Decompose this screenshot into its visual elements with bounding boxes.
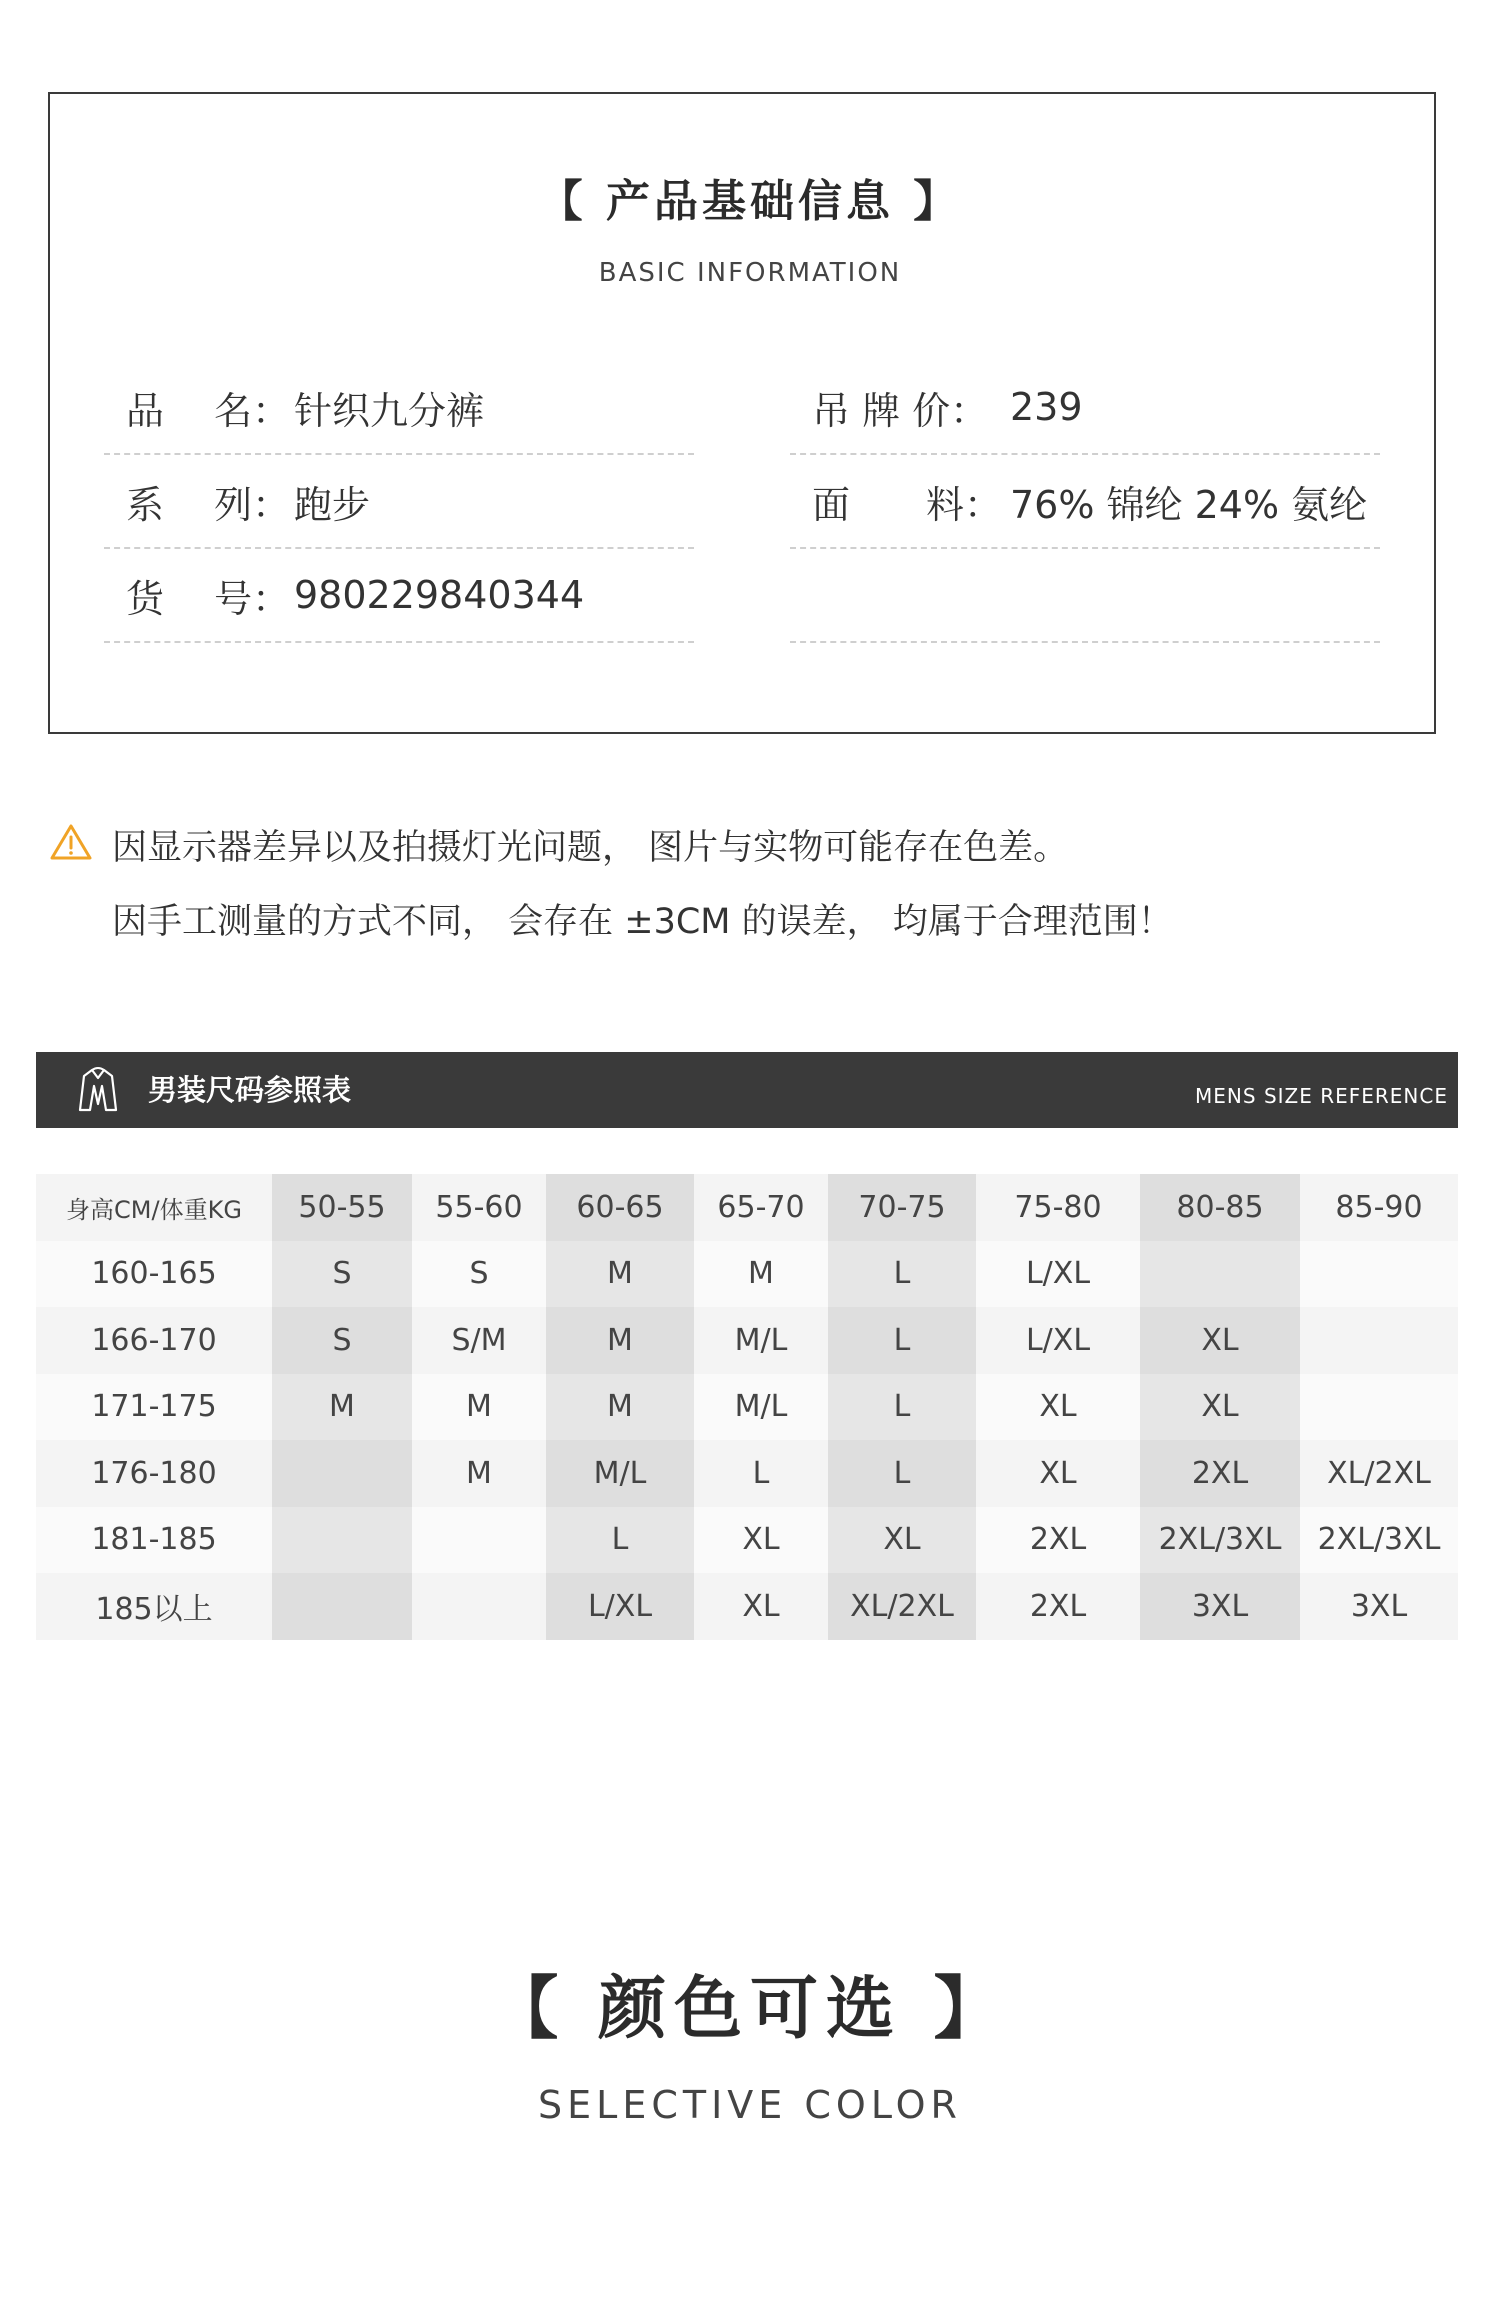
size-cell: M — [412, 1374, 546, 1441]
size-cell: XL — [828, 1507, 976, 1574]
info-row-series — [104, 455, 694, 549]
weight-header: 50-55 — [272, 1174, 412, 1241]
size-cell — [412, 1573, 546, 1640]
height-cell: 171-175 — [36, 1374, 272, 1441]
size-cell: L — [828, 1307, 976, 1374]
clothes-hanger-icon — [72, 1064, 124, 1116]
height-cell: 166-170 — [36, 1307, 272, 1374]
size-cell — [1300, 1241, 1458, 1308]
weight-header: 75-80 — [976, 1174, 1140, 1241]
size-cell: XL/2XL — [828, 1573, 976, 1640]
basic-info-left-column — [104, 361, 694, 643]
notice-line-2: 因手工测量的方式不同， 会存在 ±3CM 的误差， 均属于合理范围！ — [112, 902, 1173, 942]
size-cell: XL — [1140, 1374, 1300, 1441]
size-cell: M — [412, 1440, 546, 1507]
height-cell: 185以上 — [36, 1573, 272, 1640]
height-cell: 181-185 — [36, 1507, 272, 1574]
size-cell: 2XL — [1140, 1440, 1300, 1507]
info-value: 针织九分裤 — [294, 388, 485, 433]
size-cell: XL — [694, 1573, 828, 1640]
basic-info-subtitle: BASIC INFORMATION — [598, 258, 902, 288]
weight-header: 60-65 — [546, 1174, 694, 1241]
size-cell: M — [546, 1374, 694, 1441]
size-cell: XL — [976, 1374, 1140, 1441]
info-label: 吊 牌 价： — [812, 388, 989, 433]
weight-header: 70-75 — [828, 1174, 976, 1241]
size-cell: L/XL — [976, 1241, 1140, 1308]
info-value: 239 — [1010, 385, 1083, 429]
size-cell — [272, 1440, 412, 1507]
info-row-tag-price — [790, 361, 1380, 455]
size-cell: S — [412, 1241, 546, 1308]
table-row — [36, 1573, 1458, 1640]
size-cell — [1300, 1307, 1458, 1374]
info-value: 跑步 — [294, 482, 371, 527]
size-cell: L — [546, 1507, 694, 1574]
info-row-empty — [790, 549, 1380, 643]
size-cell: M/L — [546, 1440, 694, 1507]
size-cell: XL/2XL — [1300, 1440, 1458, 1507]
table-row — [36, 1374, 1458, 1441]
weight-header: 65-70 — [694, 1174, 828, 1241]
size-cell: XL — [1140, 1307, 1300, 1374]
color-section-subtitle: SELECTIVE COLOR — [538, 2083, 962, 2127]
info-value: 980229840344 — [294, 573, 585, 617]
table-header-row — [36, 1174, 1458, 1241]
size-cell: L/XL — [976, 1307, 1140, 1374]
table-row — [36, 1307, 1458, 1374]
info-row-name — [104, 361, 694, 455]
weight-header: 80-85 — [1140, 1174, 1300, 1241]
size-cell: M — [272, 1374, 412, 1441]
size-cell: 2XL — [976, 1573, 1140, 1640]
basic-info-title: 【 产品基础信息 】 — [538, 176, 962, 227]
info-label: 系 列： — [126, 482, 291, 527]
info-label: 品 名： — [126, 388, 291, 433]
corner-label: 身高CM/体重KG — [36, 1174, 272, 1241]
info-value: 76% 锦纶 24% 氨纶 — [1010, 482, 1368, 527]
warning-icon — [50, 823, 92, 861]
size-cell: M — [546, 1241, 694, 1308]
size-cell: 3XL — [1300, 1573, 1458, 1640]
size-cell: 3XL — [1140, 1573, 1300, 1640]
size-cell: S — [272, 1241, 412, 1308]
size-cell: L — [828, 1440, 976, 1507]
size-cell: L — [828, 1241, 976, 1308]
height-cell: 160-165 — [36, 1241, 272, 1308]
table-row — [36, 1507, 1458, 1574]
table-row — [36, 1241, 1458, 1308]
weight-header: 85-90 — [1300, 1174, 1458, 1241]
info-row-fabric — [790, 455, 1380, 549]
size-cell: L — [694, 1440, 828, 1507]
info-label: 面 料： — [812, 482, 1003, 527]
size-cell — [1140, 1241, 1300, 1308]
size-chart-title: 男装尺码参照表 — [148, 1073, 352, 1107]
size-cell: XL — [694, 1507, 828, 1574]
size-cell — [272, 1507, 412, 1574]
size-cell — [412, 1507, 546, 1574]
size-table — [36, 1174, 1458, 1640]
notice-line-1: 因显示器差异以及拍摄灯光问题， 图片与实物可能存在色差。 — [112, 828, 1069, 868]
basic-info-right-column — [790, 361, 1380, 643]
size-cell: S — [272, 1307, 412, 1374]
size-cell: 2XL/3XL — [1140, 1507, 1300, 1574]
size-cell: M/L — [694, 1307, 828, 1374]
color-section-title: 【 颜色可选 】 — [490, 1970, 1010, 2049]
size-cell: S/M — [412, 1307, 546, 1374]
size-cell: M — [546, 1307, 694, 1374]
height-cell: 176-180 — [36, 1440, 272, 1507]
size-chart-subtitle: MENS SIZE REFERENCE — [1195, 1084, 1448, 1108]
info-label: 货 号： — [126, 576, 291, 621]
table-row — [36, 1440, 1458, 1507]
size-cell: L/XL — [546, 1573, 694, 1640]
size-cell — [1300, 1374, 1458, 1441]
size-chart-header — [36, 1052, 1458, 1128]
weight-header: 55-60 — [412, 1174, 546, 1241]
size-cell: M/L — [694, 1374, 828, 1441]
size-cell: L — [828, 1374, 976, 1441]
size-cell: 2XL/3XL — [1300, 1507, 1458, 1574]
size-cell — [272, 1573, 412, 1640]
size-cell: 2XL — [976, 1507, 1140, 1574]
info-row-item-number — [104, 549, 694, 643]
size-cell: XL — [976, 1440, 1140, 1507]
size-cell: M — [694, 1241, 828, 1308]
